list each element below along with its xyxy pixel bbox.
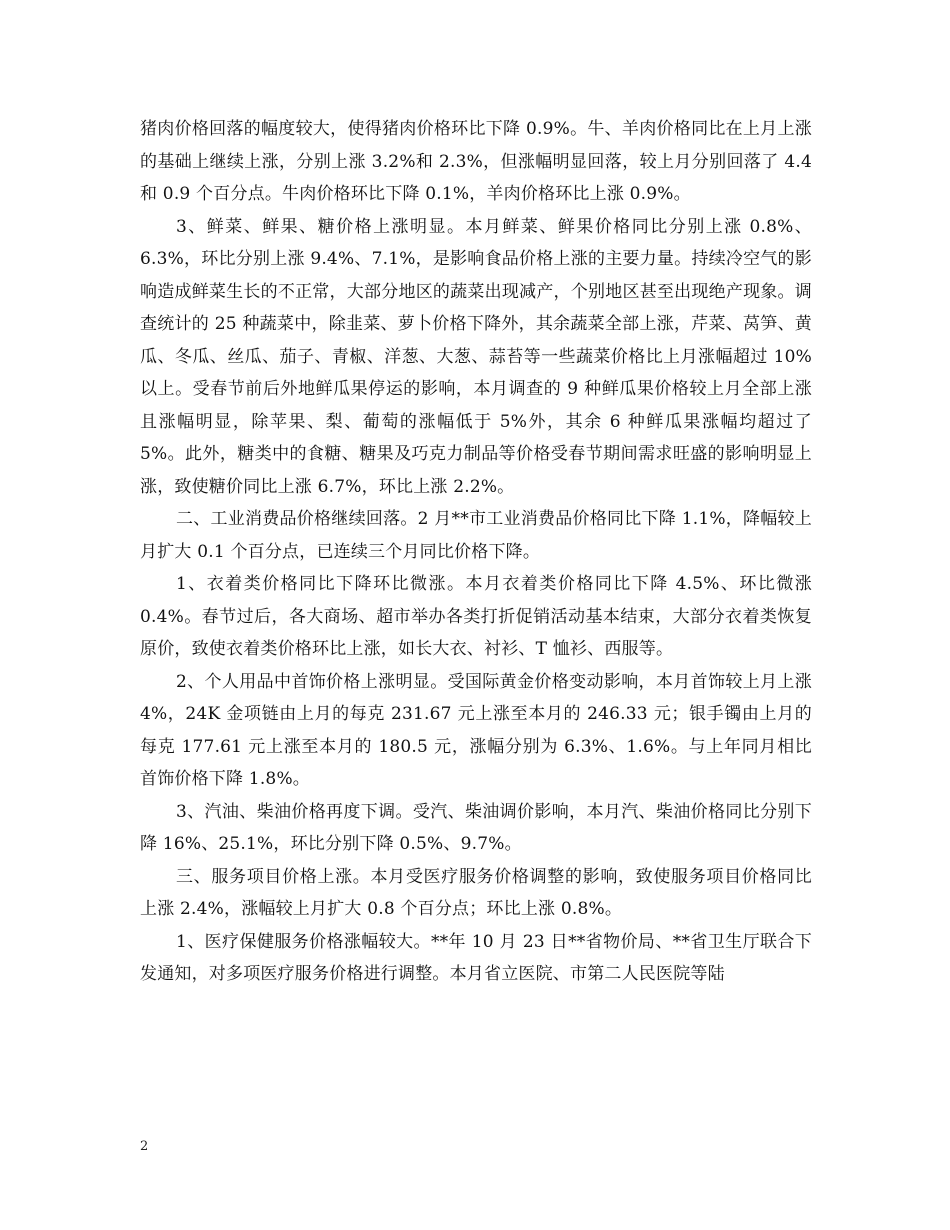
paragraph-vegetables-fruit-sugar: 3、鲜菜、鲜果、糖价格上涨明显。本月鲜菜、鲜果价格同比分别上涨 0.8%、6.3%，环比分别上涨 9.4%、7.1%，是影响食品价格上涨的主要力量。持续冷空气的影响造成鲜菜生长的不正常，大部分地区的蔬菜出现减产，个别地区甚至出现绝产现象。调查统计的 25 种蔬菜中，除韭菜、萝卜价格下降外，其余蔬菜全部上涨，芹菜、莴笋、黄瓜、冬瓜、丝瓜、茄子、青椒、洋葱、大葱、蒜苔等一些蔬菜价格比上月涨幅超过 10%以上。受春节前后外地鲜瓜果停运的影响，本月调查的 9 种鲜瓜果价格较上月全部上涨且涨幅明显，除苹果、梨、葡萄的涨幅低于 5%外，其余 6 种鲜瓜果涨幅均超过了 5%。此外，糖类中的食糖、糖果及巧克力制品等价格受春节期间需求旺盛的影响明显上涨，致使糖价同比上涨 6.7%，环比上涨 2.2%。	[140, 216, 812, 497]
paragraph-pork-mutton-prices: 猪肉价格回落的幅度较大，使得猪肉价格环比下降 0.9%。牛、羊肉价格同比在上月上涨的基础上继续上涨，分别上涨 3.2%和 2.3%，但涨幅明显回落，较上月分别回落了 4.4 和 0.9 个百分点。牛肉价格环比下降 0.1%，羊肉价格环比上涨 0.9%。	[140, 119, 812, 204]
paragraph-clothing: 1、衣着类价格同比下降环比微涨。本月衣着类价格同比下降 4.5%、环比微涨 0.4%。春节过后，各大商场、超市举办各类打折促销活动基本结束，大部分衣着类恢复原价，致使衣着类价格环比上涨，如长大衣、衬衫、T 恤衫、西服等。	[140, 574, 812, 659]
document-body	[140, 113, 812, 991]
paragraph-jewelry: 2、个人用品中首饰价格上涨明显。受国际黄金价格变动影响，本月首饰较上月上涨 4%，24K 金项链由上月的每克 231.67 元上涨至本月的 246.33 元；银手镯由上月的每克 177.61 元上涨至本月的 180.5 元，涨幅分别为 6.3%、1.6%。与上年同月相比首饰价格下降 1.8%。	[140, 671, 812, 789]
page-number: 2	[140, 1139, 149, 1154]
paragraph-medical-services: 1、医疗保健服务价格涨幅较大。**年 10 月 23 日**省物价局、**省卫生厅联合下发通知，对多项医疗服务价格进行调整。本月省立医院、市第二人民医院等陆	[140, 931, 812, 984]
paragraph-services: 三、服务项目价格上涨。本月受医疗服务价格调整的影响，致使服务项目价格同比上涨 2.4%，涨幅较上月扩大 0.8 个百分点；环比上涨 0.8%。	[140, 866, 812, 919]
paragraph-industrial-goods: 二、工业消费品价格继续回落。2 月**市工业消费品价格同比下降 1.1%，降幅较上月扩大 0.1 个百分点，已连续三个月同比价格下降。	[140, 509, 812, 562]
paragraph-fuel: 3、汽油、柴油价格再度下调。受汽、柴油调价影响，本月汽、柴油价格同比分别下降 16%、25.1%，环比分别下降 0.5%、9.7%。	[140, 801, 812, 854]
